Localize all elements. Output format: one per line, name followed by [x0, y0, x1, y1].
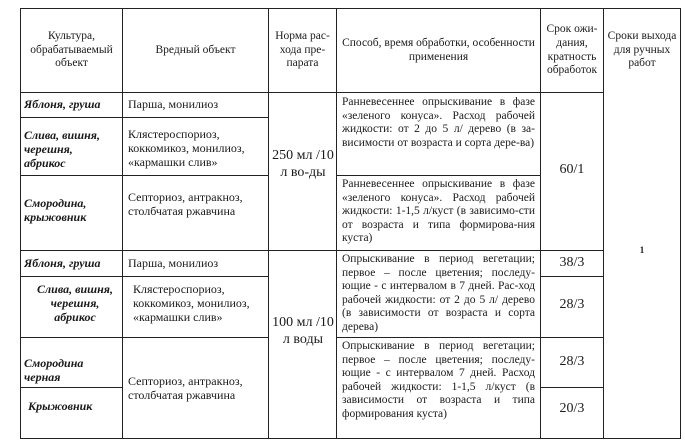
pest-row-3: Септориоз, антракноз, столбчатая ржавчина: [128, 190, 243, 219]
row-line-2m: [336, 175, 541, 176]
row-line-2: [20, 175, 269, 176]
header-exit: Сроки выхода для ручных работ: [607, 30, 677, 70]
crop-row-2: Слива, вишня, черешня, абрикос: [24, 128, 100, 171]
method-3: Опрыскивание в период вегетации; первое – после цветения; последу-ющие - с интервалом в 7 дней. Рас-ход рабочей жидкости: от 2 до 5 л/ дерево (в зависимости от возраста и сорта дерева): [342, 253, 535, 333]
pest-row-6-7: Септориоз, антракноз, столбчатая ржавчина: [128, 374, 243, 403]
wait-row-7: 20/3: [559, 401, 585, 417]
border-bottom: [20, 438, 681, 439]
row-line-header: [20, 92, 604, 93]
row-line-1: [20, 117, 269, 118]
pest-row-4: Парша, монилиоз: [128, 256, 219, 270]
crop-row-1: Яблоня, груша: [24, 97, 101, 111]
row-line-6: [20, 387, 123, 388]
wait-row-5: 28/3: [559, 296, 585, 312]
header-rate: Норма рас-хода пре-парата: [275, 30, 330, 70]
border-right: [680, 8, 681, 439]
crop-row-7: Крыжовник: [28, 399, 93, 413]
header-crop: Культура, обрабатываемый объект: [30, 30, 113, 70]
wait-row-4: 38/3: [559, 255, 585, 271]
row-line-6w: [540, 387, 604, 388]
row-line-4: [20, 276, 269, 277]
pest-row-5: Клястероспориоз, коккомикоз, монилиоз, «кармашки слив»: [133, 282, 250, 325]
header-method: Способ, время обработки, особенности применения: [342, 36, 535, 63]
pest-row-2: Клястероспориоз, коккомикоз, монилиоз, «кармашки слив»: [128, 127, 245, 170]
method-2: Ранневесеннее опрыскивание в фазе «зеленого конуса». Расход рабочей жидкости: 1-1,5 л/куст (в зависимо-сти от возраста и типа формирова-ния куста): [342, 178, 535, 245]
header-wait: Срок ожи-дания, кратность обработок: [546, 23, 598, 77]
crop-row-3: Смородина, крыжовник: [24, 196, 87, 225]
exit-value: 1: [639, 244, 645, 255]
wait-row-6: 28/3: [559, 353, 585, 369]
rate-group-2: 100 мл /10 л воды: [272, 315, 334, 347]
crop-row-5: Слива, вишня, черешня, абрикос: [37, 282, 113, 325]
method-1: Ранневесеннее опрыскивание в фазе «зеленого конуса». Расход рабочей жидкости: от 2 до 5 л/ дерево (в за-висимости от возраста и сорта дере-ва): [342, 96, 535, 149]
row-line-4w: [540, 276, 604, 277]
crop-row-6: Смородина черная: [24, 356, 84, 385]
crop-row-4: Яблоня, груша: [24, 256, 101, 270]
row-line-5m: [336, 337, 604, 338]
row-line-5: [20, 337, 269, 338]
header-pest: Вредный объект: [155, 43, 236, 56]
wait-group-1: 60/1: [559, 161, 585, 177]
row-line-3: [20, 250, 604, 251]
pest-row-1: Парша, монилиоз: [128, 97, 219, 111]
method-4: Опрыскивание в период вегетации; первое – после цветения; последу-ющие - с интервалом 7 дней. Расход рабочей жидкости: 1-1,5 л/куст (в зависимости от возраста и типа формирования куста): [342, 340, 535, 420]
rate-group-1: 250 мл /10 л во-ды: [272, 148, 334, 180]
